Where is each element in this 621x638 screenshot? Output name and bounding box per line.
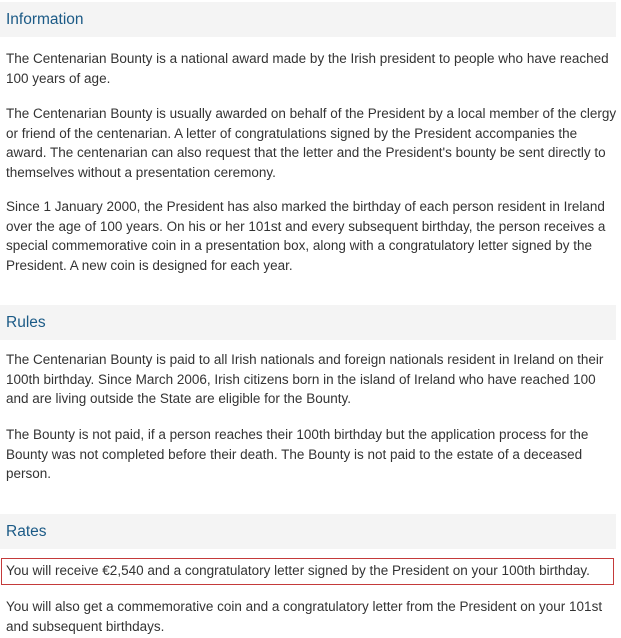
highlighted-rate-statement: You will receive €2,540 and a congratulatory letter signed by the President on your 100th birthday. bbox=[1, 558, 614, 585]
rules-paragraph-2: The Bounty is not paid, if a person reaches their 100th birthday but the application process for the Bounty was not completed before their death. The Bounty is not paid to the estate of a deceased person. bbox=[6, 427, 589, 481]
rates-paragraph-1: You will also get a commemorative coin and a congratulatory letter from the President on your 101st and subsequent birthdays. bbox=[6, 599, 603, 634]
rates-heading: Rates bbox=[0, 514, 616, 549]
rules-heading: Rules bbox=[0, 305, 616, 340]
information-heading: Information bbox=[0, 2, 616, 37]
information-paragraph-3: Since 1 January 2000, the President has also marked the birthday of each person resident in Ireland over the age of 100 years. On his or her 101st and every subsequent birthday, the person receives a special commemorative coin in a presentation box, along with a congratulatory letter signed by the President. A new coin is designed for each year. bbox=[6, 199, 606, 273]
rules-paragraph-1: The Centenarian Bounty is paid to all Irish nationals and foreign nationals resident in Ireland on their 100th birthday. Since March 2006, Irish citizens born in the island of Ireland who have reached 100 and are living outside the State are eligible for the Bounty. bbox=[6, 352, 604, 406]
information-paragraph-2: The Centenarian Bounty is usually awarded on behalf of the President by a local member of the clergy or friend of the centenarian. A letter of congratulations signed by the President accompanies the award. The centenarian can also request that the letter and the President's bounty be sent directly to themselves without a presentation ceremony. bbox=[6, 106, 617, 180]
information-paragraph-1: The Centenarian Bounty is a national award made by the Irish president to people who have reached 100 years of age. bbox=[6, 51, 609, 86]
